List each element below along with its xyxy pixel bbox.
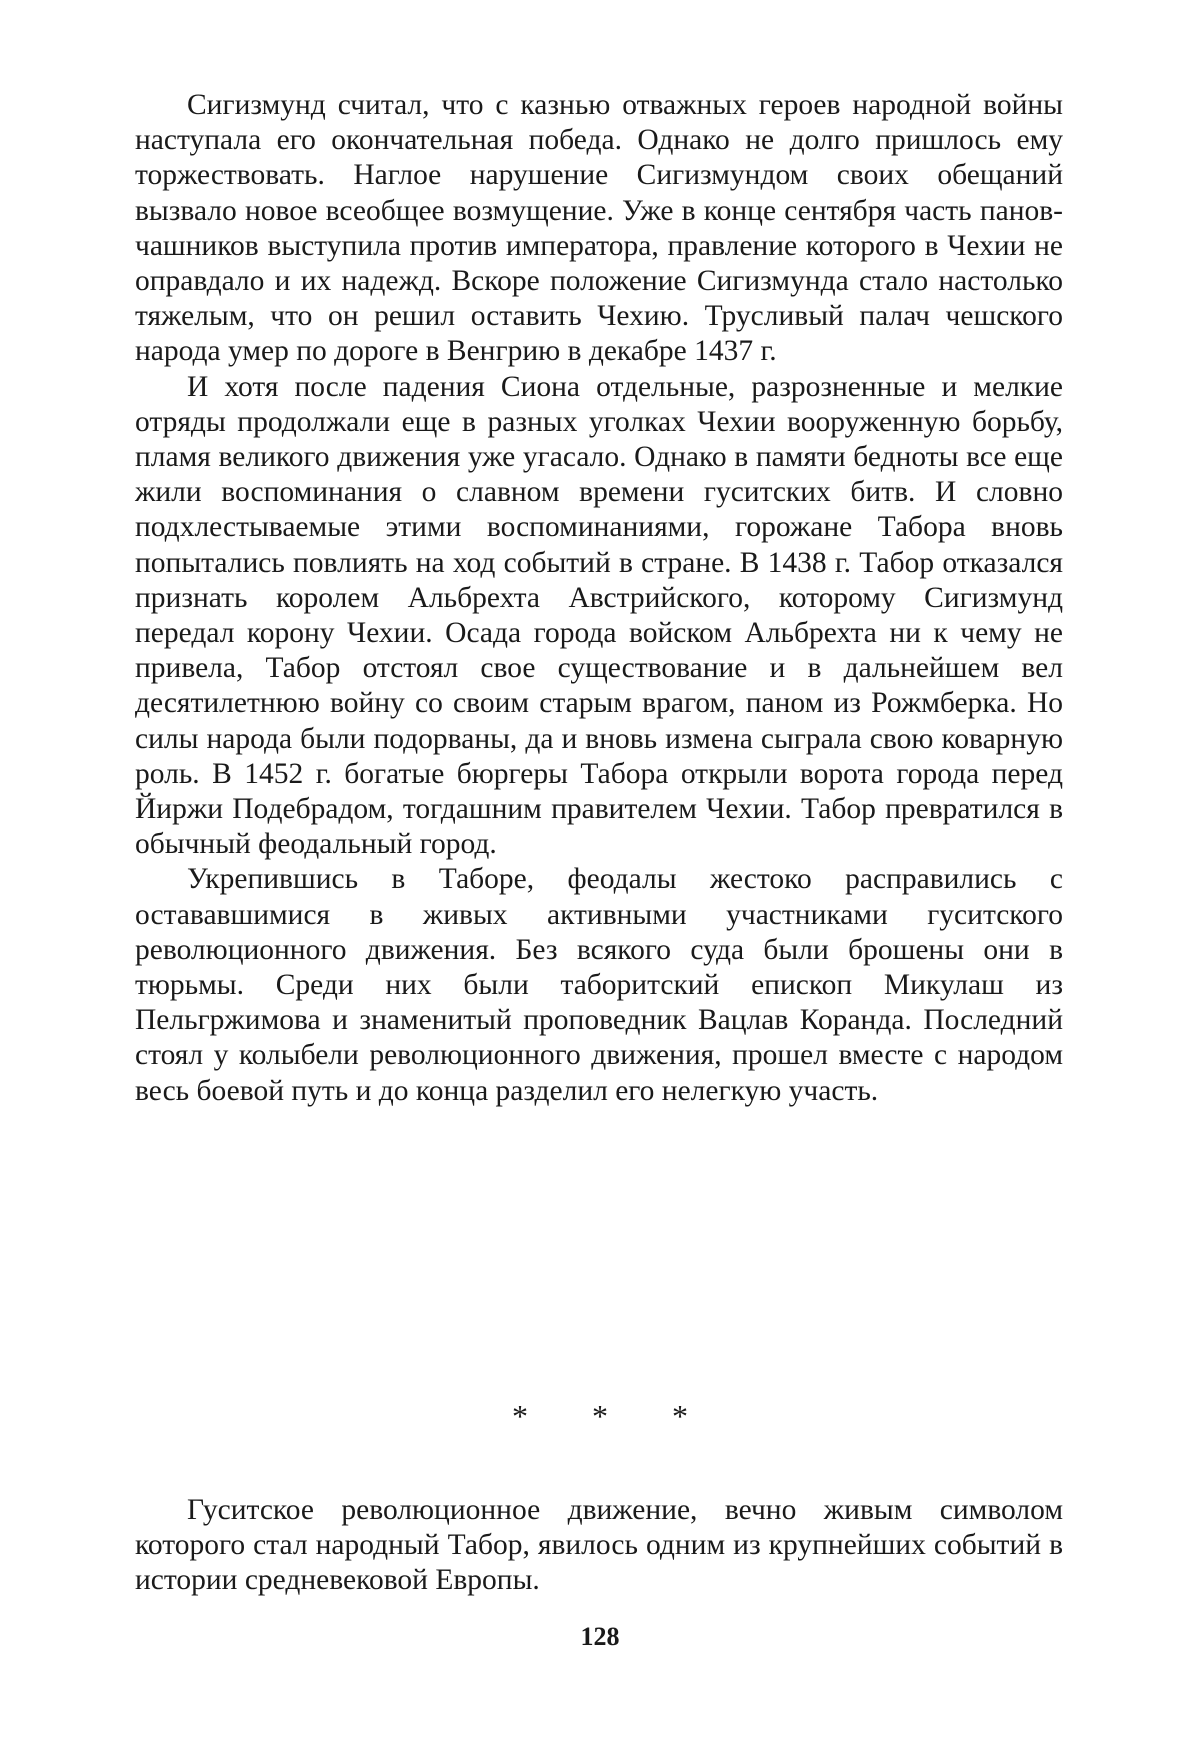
closing-paragraph: Гуситское революционное движение, вечно живым символом которого стал народный Табор, явилось одним из крупнейших событий в истории средневековой Европы. xyxy=(135,1494,1063,1597)
section-separator: * * * xyxy=(512,1398,716,1434)
paragraph-1: Сигизмунд считал, что с казнью отважных героев народной войны наступала его окончательная победа. Однако не долго пришлось ему торжествовать. Наглое нарушение Сигизмундом своих обещаний вызвало новое всеобщее возмущение. Уже в конце сентября часть панов-чашников выступила против императора, правление которого в Чехии не оправдало и их надежд. Вскоре положение Сигизмунда стало настолько тяжелым, что он решил оставить Чехию. Трусливый палач чешского народа умер по дороге в Венгрию в декабре 1437 г. xyxy=(135,89,1063,368)
page-number: 128 xyxy=(580,1622,620,1651)
main-text xyxy=(135,88,1063,1109)
paragraph-3: Укрепившись в Таборе, феодалы жестоко расправились с остававшимися в живых активными участниками гуситского революционного движения. Без всякого суда были брошены они в тюрьмы. Среди них были таборитский епископ Микулаш из Пельгржимова и знаменитый проповедник Вацлав Коранда. Последний стоял у колыбели революционного движения, прошел вместе с народом весь боевой путь и до конца разделил его нелегкую участь. xyxy=(135,863,1063,1107)
paragraph-2: И хотя после падения Сиона отдельные, разрозненные и мелкие отряды продолжали еще в разных уголках Чехии вооруженную борьбу, пламя великого движения уже угасало. Однако в памяти бедноты все еще жили воспоминания о славном времени гуситских битв. И словно подхлестываемые этими воспоминаниями, горожане Табора вновь попытались повлиять на ход событий в стране. В 1438 г. Табор отказался признать королем Альбрехта Австрийского, которому Сигизмунд передал корону Чехии. Осада города войском Альбрехта ни к чему не привела, Табор отстоял свое существование и в дальнейшем вел десятилетнюю войну со своим старым врагом, паном из Рожмберка. Но силы народа были подорваны, да и вновь измена сыграла свою коварную роль. В 1452 г. богатые бюргеры Табора открыли ворота города перед Йиржи Подебрадом, тогдашним правителем Чехии. Табор превратился в обычный феодальный город. xyxy=(135,370,1063,861)
closing-text xyxy=(135,1493,1063,1599)
